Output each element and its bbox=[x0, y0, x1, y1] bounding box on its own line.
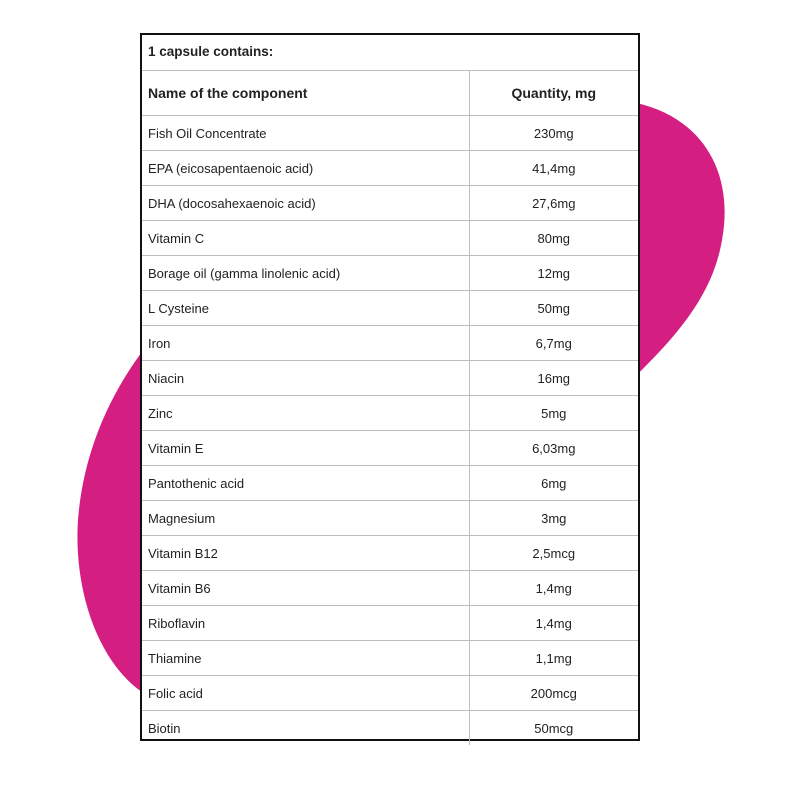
quantity-cell: 80mg bbox=[469, 221, 638, 256]
table-row bbox=[142, 396, 638, 431]
table-caption: 1 capsule contains: bbox=[142, 35, 638, 71]
component-name-cell: Folic acid bbox=[142, 676, 469, 711]
table-row bbox=[142, 361, 638, 396]
table-row bbox=[142, 291, 638, 326]
component-name-cell: Riboflavin bbox=[142, 606, 469, 641]
component-name-cell: L Cysteine bbox=[142, 291, 469, 326]
table-row bbox=[142, 641, 638, 676]
quantity-cell: 200mcg bbox=[469, 676, 638, 711]
table-row bbox=[142, 466, 638, 501]
table-row bbox=[142, 711, 638, 746]
component-name-cell: Fish Oil Concentrate bbox=[142, 116, 469, 151]
quantity-cell: 230mg bbox=[469, 116, 638, 151]
table-row bbox=[142, 606, 638, 641]
table-row bbox=[142, 571, 638, 606]
component-name-cell: Biotin bbox=[142, 711, 469, 746]
quantity-cell: 1,4mg bbox=[469, 571, 638, 606]
ingredients-table bbox=[142, 71, 638, 745]
column-header-quantity: Quantity, mg bbox=[469, 71, 638, 116]
component-name-cell: Magnesium bbox=[142, 501, 469, 536]
table-row bbox=[142, 431, 638, 466]
quantity-cell: 5mg bbox=[469, 396, 638, 431]
table-row bbox=[142, 186, 638, 221]
ingredients-table-panel bbox=[140, 33, 640, 741]
quantity-cell: 3mg bbox=[469, 501, 638, 536]
table-row bbox=[142, 501, 638, 536]
table-row bbox=[142, 116, 638, 151]
component-name-cell: Niacin bbox=[142, 361, 469, 396]
quantity-cell: 50mg bbox=[469, 291, 638, 326]
component-name-cell: Borage oil (gamma linolenic acid) bbox=[142, 256, 469, 291]
component-name-cell: DHA (docosahexaenoic acid) bbox=[142, 186, 469, 221]
quantity-cell: 6mg bbox=[469, 466, 638, 501]
component-name-cell: Vitamin B12 bbox=[142, 536, 469, 571]
table-row bbox=[142, 221, 638, 256]
quantity-cell: 16mg bbox=[469, 361, 638, 396]
component-name-cell: Vitamin E bbox=[142, 431, 469, 466]
quantity-cell: 6,7mg bbox=[469, 326, 638, 361]
quantity-cell: 12mg bbox=[469, 256, 638, 291]
component-name-cell: Zinc bbox=[142, 396, 469, 431]
component-name-cell: EPA (eicosapentaenoic acid) bbox=[142, 151, 469, 186]
quantity-cell: 1,4mg bbox=[469, 606, 638, 641]
component-name-cell: Vitamin B6 bbox=[142, 571, 469, 606]
quantity-cell: 41,4mg bbox=[469, 151, 638, 186]
table-row bbox=[142, 536, 638, 571]
component-name-cell: Iron bbox=[142, 326, 469, 361]
header-row bbox=[142, 71, 638, 116]
table-row bbox=[142, 676, 638, 711]
component-name-cell: Thiamine bbox=[142, 641, 469, 676]
component-name-cell: Vitamin C bbox=[142, 221, 469, 256]
quantity-cell: 2,5mcg bbox=[469, 536, 638, 571]
table-row bbox=[142, 256, 638, 291]
column-header-name: Name of the component bbox=[142, 71, 469, 116]
quantity-cell: 27,6mg bbox=[469, 186, 638, 221]
quantity-cell: 50mcg bbox=[534, 720, 574, 736]
quantity-cell: 1,1mg bbox=[469, 641, 638, 676]
table-row bbox=[142, 326, 638, 361]
component-name-cell: Pantothenic acid bbox=[142, 466, 469, 501]
table-row bbox=[142, 151, 638, 186]
quantity-cell: 6,03mg bbox=[469, 431, 638, 466]
